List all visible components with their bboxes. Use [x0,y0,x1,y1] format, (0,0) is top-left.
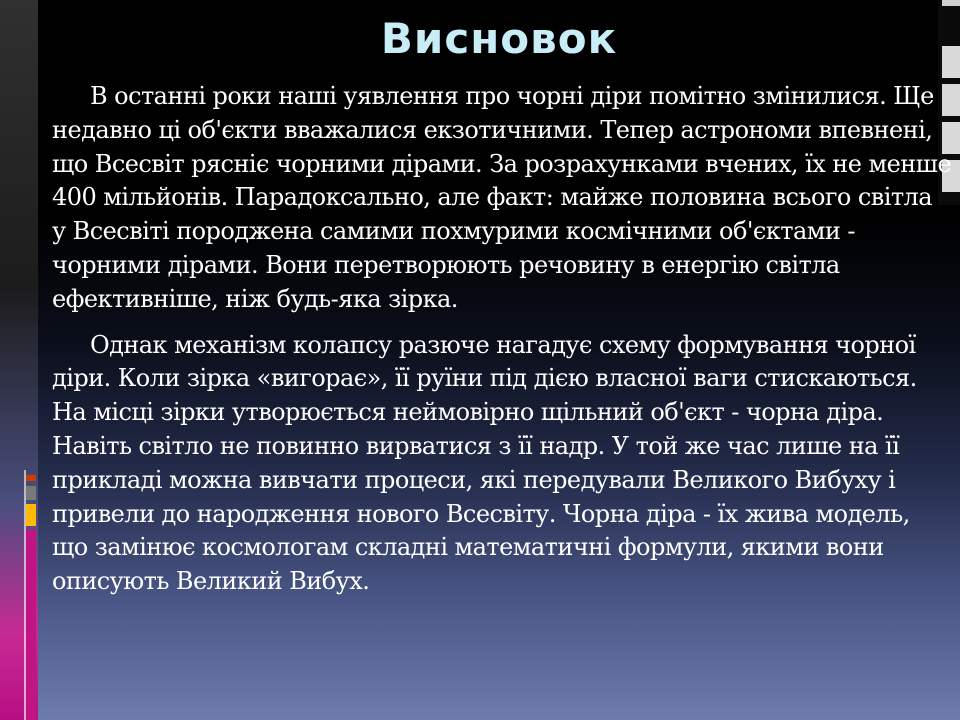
left-decorative-strip [0,0,38,720]
magenta-accent-bar [26,530,36,720]
orange-accent-bar [26,475,36,481]
slide-title: Висновок [380,14,618,63]
paragraph-2: Однак механізм колапсу разюче нагадує схему формування чорної діри. Коли зірка «вигорає», її руїни під дією власної ваги стискаються. На місці зірки утворюється неймовірно щільний об'єкт - чорна діра. Навіть світло не повинно вирватися з її надр. У той же час лише на її прикладі можна вивчати процеси, які передували Великого Вибуху і привели до народження нового Всесвіту. Чорна діра - їх жива модель, що замінює космологам складні математичні формули, якими вони описують Великий Вибух. [52,330,917,596]
decor-bar [942,0,960,6]
yellow-accent-bar [26,504,36,526]
paragraph-1: В останні роки наші уявлення про чорні діри помітно змінилися. Ще недавно ці об'єкти вважалися екзотичними. Тепер астрономи впевнені, що Всесвіт рясніє чорними дірами. За розрахунками вчених, їх не менше 400 мільйонів. Парадоксально, але факт: майже половина всього світла у Всесвіті породжена самими похмурими космічними об'єктами - чорними дірами. Вони перетворюють речовину в енергію світла ефективніше, ніж будь-яка зірка. [52,82,952,313]
gray-accent-bar [26,486,36,500]
slide-body [52,80,952,611]
